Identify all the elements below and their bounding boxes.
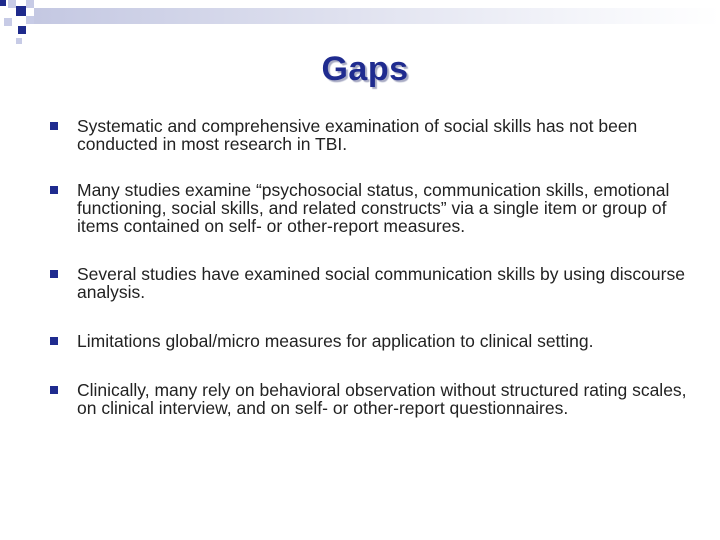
deco-square [16,38,22,44]
bullet-item [50,117,710,153]
square-bullet-icon [50,117,77,130]
bullet-text: Several studies have examined social communication skills by using discourse analysis. [77,264,685,302]
square-bullet-icon [50,332,77,345]
deco-square [0,0,6,6]
deco-square [16,6,26,16]
deco-square [8,0,16,8]
square-bullet-icon [50,181,77,194]
slide-title: Gaps [321,50,409,88]
bullet-text: Many studies examine “psychosocial status, communication skills, emotional functioning, social skills, and related constructs” via a single item or group of items contained on self- or other-report measures. [77,180,670,236]
deco-square [18,26,26,34]
deco-square [26,0,34,8]
bullet-item [50,265,710,301]
header-gradient-band [34,8,720,24]
bullet-item [50,332,710,350]
bullet-text: Limitations global/micro measures for application to clinical setting. [77,331,594,351]
bullet-text: Systematic and comprehensive examination of social skills has not been conducted in most research in TBI. [77,116,638,154]
bullet-item [50,381,710,417]
bullet-text: Clinically, many rely on behavioral observation without structured rating scales, on clinical interview, and on self- or other-report questionnaires. [77,380,687,418]
square-bullet-icon [50,381,77,394]
deco-square [26,16,34,24]
bullet-item [50,181,710,235]
deco-square [4,18,12,26]
square-bullet-icon [50,265,77,278]
bullet-list [50,117,710,417]
